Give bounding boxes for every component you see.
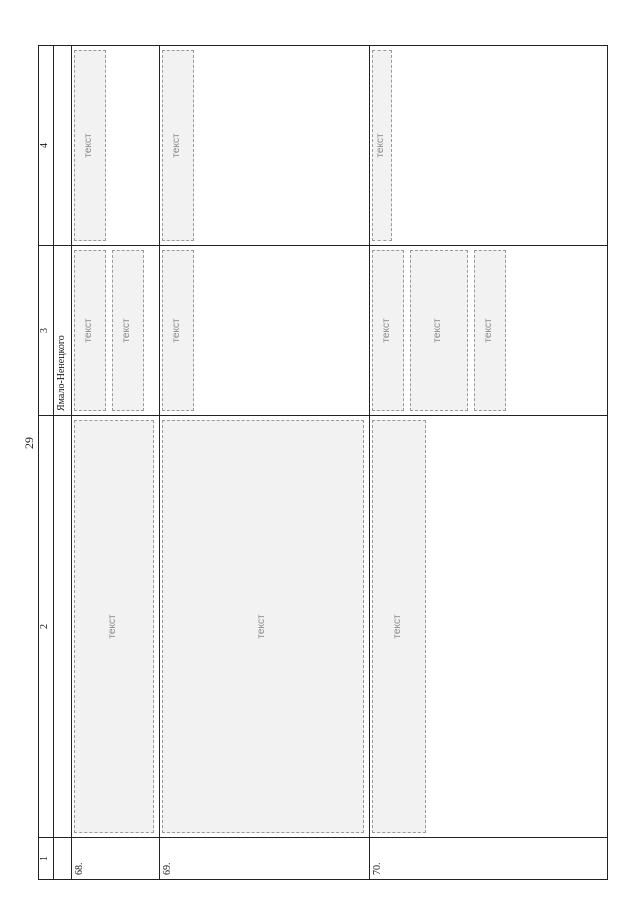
header-col-2: 2 [39, 416, 54, 838]
cell-col-2 [54, 416, 72, 838]
executor-placeholder-2: текст [112, 250, 144, 411]
row-number: 69. [159, 838, 369, 880]
continued-text: Ямало-Ненецкого [56, 335, 67, 411]
table-row [71, 46, 159, 880]
cell-col-4 [54, 46, 72, 246]
deadline-placeholder: текст [74, 50, 106, 241]
cell-col-3 [54, 246, 72, 416]
cell-deadline [369, 46, 608, 246]
table-row [369, 46, 608, 880]
table-header-row [39, 46, 54, 880]
row-number: 68. [71, 838, 159, 880]
header-col-4: 4 [39, 46, 54, 246]
table-rotated [38, 46, 608, 880]
cell-deadline [71, 46, 159, 246]
cell-executors [369, 246, 608, 416]
description-placeholder: текст [74, 420, 154, 833]
executor-placeholder-2: текст [410, 250, 468, 411]
cell-description [369, 416, 608, 838]
header-col-3: 3 [39, 246, 54, 416]
page-number: 29 [22, 437, 36, 449]
header-col-1: 1 [39, 838, 54, 880]
row-number: 70. [369, 838, 608, 880]
executor-placeholder-1: текст [372, 250, 404, 411]
cell-executors [71, 246, 159, 416]
cell-description [71, 416, 159, 838]
cell-executors [159, 246, 369, 416]
table-row [159, 46, 369, 880]
cell-num [54, 838, 72, 880]
cell-description [159, 416, 369, 838]
description-placeholder: текст [162, 420, 364, 833]
executor-placeholder-1: текст [74, 250, 106, 411]
deadline-placeholder: текст [372, 50, 392, 241]
executor-placeholder-3: текст [474, 250, 506, 411]
measures-table [38, 45, 608, 880]
table-row-continued [54, 46, 72, 880]
cell-deadline [159, 46, 369, 246]
description-placeholder: текст [372, 420, 426, 833]
executor-placeholder: текст [162, 250, 194, 411]
deadline-placeholder: текст [162, 50, 194, 241]
